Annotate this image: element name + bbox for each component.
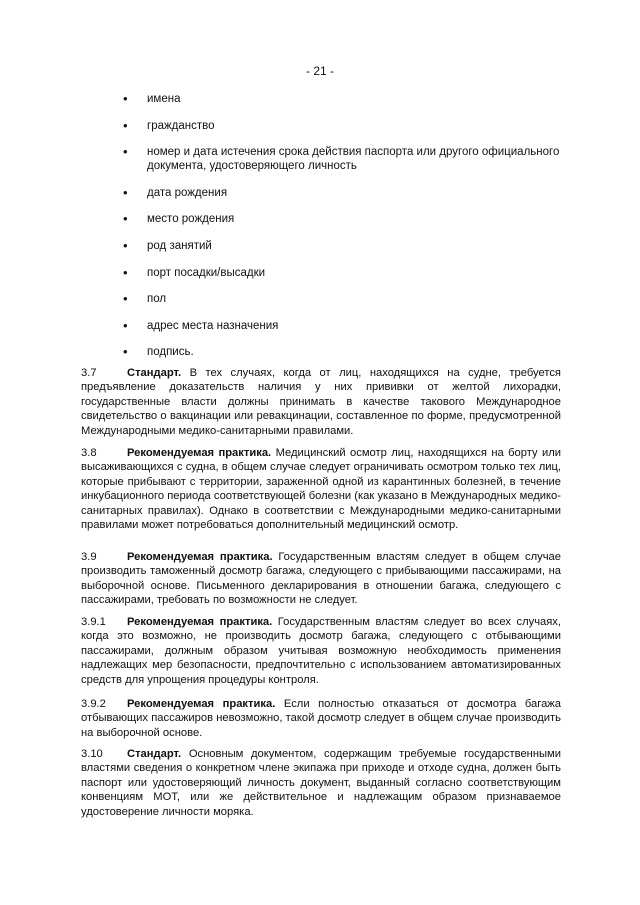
list-item-text: порт посадки/высадки <box>147 266 266 279</box>
bullet-icon: • <box>123 117 128 133</box>
section-number: 3.7 <box>81 367 97 379</box>
section-text: Если полностью отказаться от досмотра багажа отбывающих пассажиров невозможно, такой досмотр следует в общем случае производить на выборочной основе. <box>81 698 562 739</box>
section-number: 3.8 <box>81 447 97 459</box>
list-item <box>122 119 562 133</box>
section-text: Основным документом, содержащим требуемые государственными властями сведения о конкретном члене экипажа при приходе и отходе судна, должен быть паспорт или удостоверяющий личность документ, выданный согласно соответствующим конвенциям МОТ, или же действительное и надлежащим образом признаваемое удостоверение личности моряка. <box>81 748 562 818</box>
section-3-7 <box>81 366 561 438</box>
section-number: 3.9.2 <box>81 698 106 710</box>
list-item <box>122 186 562 200</box>
bullet-icon: • <box>123 291 128 307</box>
list-item <box>122 266 562 280</box>
section-number: 3.9 <box>81 551 97 563</box>
list-item-text: адрес места назначения <box>147 319 279 332</box>
list-item-text: имена <box>147 93 181 105</box>
bullet-list <box>122 92 562 372</box>
list-item-text: пол <box>147 293 167 306</box>
section-number: 3.9.1 <box>81 616 106 628</box>
list-item <box>122 319 562 333</box>
bullet-icon: • <box>123 184 128 200</box>
section-3-8 <box>81 446 561 532</box>
section-3-9-1 <box>81 615 561 687</box>
section-label: Стандарт. <box>127 367 182 379</box>
bullet-icon: • <box>123 237 128 253</box>
bullet-icon: • <box>123 344 128 360</box>
bullet-icon: • <box>123 317 128 333</box>
section-3-9 <box>81 550 561 608</box>
list-item <box>122 145 562 173</box>
list-item <box>122 345 562 359</box>
section-text: Медицинский осмотр лиц, находящихся на борту или высаживающихся с судна, в общем случае следует ограничивать осмотром только тех лиц, которые прибывают с территории, зараженной одной из карантинных болезней, в течение инкубационного периода соответствующей болезни (как указано в Международных медико-санитарных правилах). Однако в соответствии с Международными медико-санитарными правилами может потребоваться дополнительный медицинский осмотр. <box>81 447 562 532</box>
list-item <box>122 92 562 106</box>
list-item <box>122 292 562 306</box>
section-label: Рекомендуемая практика. <box>127 698 276 710</box>
list-item-text: место рождения <box>147 213 235 226</box>
section-label: Рекомендуемая практика. <box>127 616 273 628</box>
section-label: Стандарт. <box>127 748 182 760</box>
list-item <box>122 239 562 253</box>
section-text: Государственным властям следует в общем случае производить таможенный досмотр багажа, следующего с прибывающими пассажирами, на выборочной основе. Письменного декларирования в отношении багажа, следующего с пассажирами, требовать по возможности не следует. <box>81 551 562 607</box>
bullet-icon: • <box>123 264 128 280</box>
bullet-icon: • <box>123 211 128 227</box>
list-item-text: род занятий <box>147 239 212 252</box>
section-3-10 <box>81 747 561 819</box>
section-3-9-2 <box>81 697 561 740</box>
list-item-text: гражданство <box>147 119 215 132</box>
section-label: Рекомендуемая практика. <box>127 551 273 563</box>
bullet-icon: • <box>123 91 128 106</box>
page-number: - 21 - <box>305 64 334 78</box>
section-text: В тех случаях, когда от лиц, находящихся на судне, требуется предъявление доказательств наличия у них прививки от желтой лихорадки, государственные власти должны принимать в качестве такового Международное свидетельство о вакцинации или ревакцинации, составленное по форме, предусмотренной Международными медико-санитарными правилами. <box>81 367 561 437</box>
list-item <box>122 212 562 226</box>
section-number: 3.10 <box>81 748 103 760</box>
list-item-text: номер и дата истечения срока действия паспорта или другого официального документа, удостоверяющего личность <box>147 146 560 173</box>
section-text: Государственным властям следует во всех случаях, когда это возможно, не производить досмотр багажа, следующего с отбывающими пассажирами, должным образом учитывая возможную необходимость применения надлежащих мер безопасности, предпочтительно с использованием автоматизированных средств для упрощения процедуры контроля. <box>81 616 562 686</box>
bullet-icon: • <box>123 144 128 160</box>
list-item-text: дата рождения <box>147 186 228 199</box>
section-label: Рекомендуемая практика. <box>127 447 272 459</box>
list-item-text: подпись. <box>147 346 194 359</box>
